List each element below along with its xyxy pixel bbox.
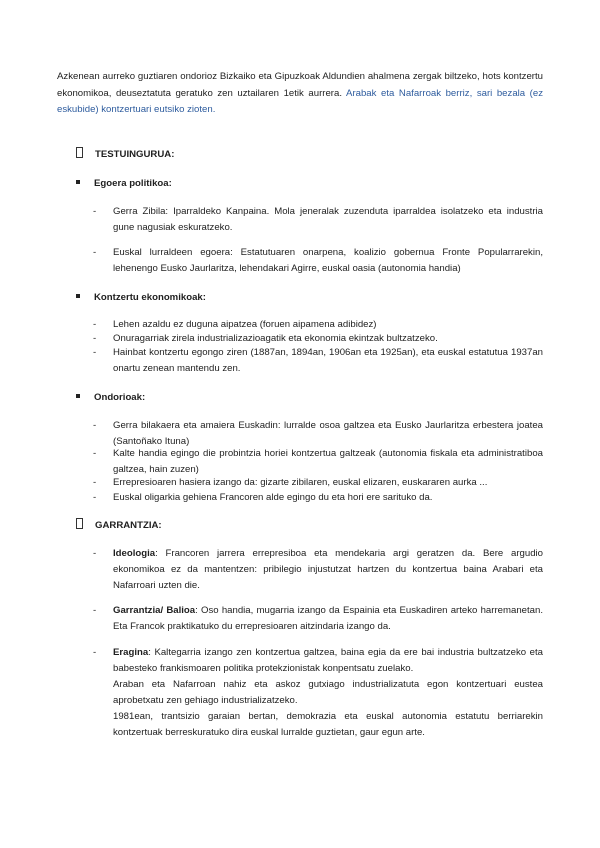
subheading-kontzertu: [76, 291, 206, 304]
item-paragraph: Araban eta Nafarroan nahiz eta askoz gutxiago industrializatuta egon kontzertuari eustea aprobetxatu zen gehiago industrializatzeko.: [113, 679, 543, 706]
square-bullet-icon: [76, 394, 80, 398]
heading-text: GARRANTZIA:: [95, 520, 162, 531]
item-label: Garrantzia/ Balioa: [113, 605, 196, 616]
list-item-text: Euskal oligarkia gehiena Francoren alde egingo du eta hori ere sarituko da.: [113, 492, 433, 503]
item-paragraph: 1981ean, trantsizio garaian bertan, demokrazia eta euskal autonomia estatutu berriarekin kontzertuak berreskuratuko dira euskal lurralde guztietan, gaur egun arte.: [113, 711, 543, 738]
intro-text: Azkenean aurreko guztiaren ondorioz Bizkaiko eta Gipuzkoak Aldundien ahalmena zergak biltzeko, hots kontzertu ekonomikoa, deuseztatuta geratuko zen uztailaren 1etik aurrera.: [57, 71, 543, 99]
list-item-text: Onuragarriak zirela industrializazioagatik eta ekonomia ekintzak bultzatzeko.: [113, 333, 438, 344]
list-item-ideologia: [94, 546, 543, 594]
dash-bullet-icon: -: [93, 347, 97, 358]
dash-bullet-icon: -: [93, 420, 97, 431]
heading-text: TESTUINGURUA:: [95, 149, 175, 160]
list-item-text: Errepresioaren hasiera izango da: gizarte zibilaren, euskal elizaren, euskararen aurka ...: [113, 477, 488, 488]
list-item: [94, 204, 543, 236]
subheading-text: Ondorioak:: [94, 392, 146, 403]
dash-bullet-icon: -: [93, 548, 97, 559]
item-text: Oso handia, mugarria izango da Espainia eta Euskadiren arteko harremanetan. Eta Francok praktikatuko du errepresioaren aitzindaria izango da.: [113, 605, 543, 632]
list-item-body: [113, 645, 543, 741]
dash-bullet-icon: -: [93, 647, 97, 658]
list-item-text: Hainbat kontzertu egongo ziren (1887an, 1894an, 1906an eta 1925an), eta euskal estatutua 1937an onartu zenean mantendu zen.: [113, 347, 543, 374]
list-item-text: Gerra bilakaera eta amaiera Euskadin: lurralde osoa galtzea eta Eusko Jaurlaritza erbestera joatea (Santoñako Ituna): [113, 420, 543, 447]
checkbox-bullet-icon: [76, 518, 83, 529]
list-item-text: Lehen azaldu ez duguna aipatzea (foruen aipamena adibidez): [113, 319, 377, 330]
list-item-text: Kalte handia egingo die probintzia horiei kontzertua galtzeak (autonomia fiskala eta administratiboa galtzea, hain zuzen): [113, 448, 543, 475]
list-item-text: Gerra Zibila: Iparraldeko Kanpaina. Mola jeneralak zuzenduta iparraldea isolatzeko eta industria gune nagusiak eskuratzeko.: [113, 206, 543, 233]
dash-bullet-icon: -: [93, 492, 97, 503]
list-item-text: Euskal lurraldeen egoera: Estatutuaren onarpena, koalizio gobernua Fronte Popularrarekin, lehenengo Eusko Jaurlaritza, lehendakari Agirre, euskal oasia (autonomia handia): [113, 247, 543, 274]
list-item-body: [113, 546, 543, 594]
list-item: [94, 490, 543, 506]
checkbox-bullet-icon: [76, 147, 83, 158]
subheading-text: Egoera politikoa:: [94, 178, 172, 189]
dash-bullet-icon: -: [93, 319, 97, 330]
item-paragraph: [113, 645, 543, 677]
list-item-eragina: [94, 645, 543, 741]
list-item: [94, 446, 543, 478]
item-label: Ideologia: [113, 548, 156, 559]
item-label: Eragina: [113, 647, 149, 658]
item-separator: :: [155, 548, 158, 559]
subheading-text: Kontzertu ekonomikoak:: [94, 292, 206, 303]
subheading-egoera: [76, 177, 172, 190]
list-item: [94, 245, 543, 277]
dash-bullet-icon: -: [93, 605, 97, 616]
list-item: [94, 475, 543, 491]
section-heading-garrantzia: [76, 518, 162, 532]
item-text: Francoren jarrera errepresiboa eta mendekaria argi geratzen da. Bere argudio ekonomikoa ez da mantentzen: pribilegio injustutzat hartzen du kontzertua baina Arabari eta Nafarroari uzten die.: [113, 548, 543, 591]
item-separator: :: [148, 647, 151, 658]
subheading-ondorioak: [76, 391, 145, 404]
item-separator: :: [195, 605, 198, 616]
intro-highlight: Arabak eta Nafarroak berriz, sari bezala (ez eskubide) kontzertuari eutsiko zioten.: [57, 87, 544, 115]
list-item: [94, 345, 543, 377]
dash-bullet-icon: -: [93, 448, 97, 459]
section-heading-testuingurua: [76, 147, 174, 161]
intro-paragraph: [57, 69, 543, 119]
square-bullet-icon: [76, 294, 80, 298]
dash-bullet-icon: -: [93, 247, 97, 258]
list-item-body: [113, 603, 543, 635]
dash-bullet-icon: -: [93, 333, 97, 344]
square-bullet-icon: [76, 180, 80, 184]
dash-bullet-icon: -: [93, 206, 97, 217]
list-item-garrantzia: [94, 603, 543, 635]
dash-bullet-icon: -: [93, 477, 97, 488]
item-text: Kaltegarria izango zen kontzertua galtzea, baina egia da ere bai industria bultzatzeko eta babesteko frankismoaren politika protekzionistak konpentsatu zuelako.: [113, 647, 543, 674]
